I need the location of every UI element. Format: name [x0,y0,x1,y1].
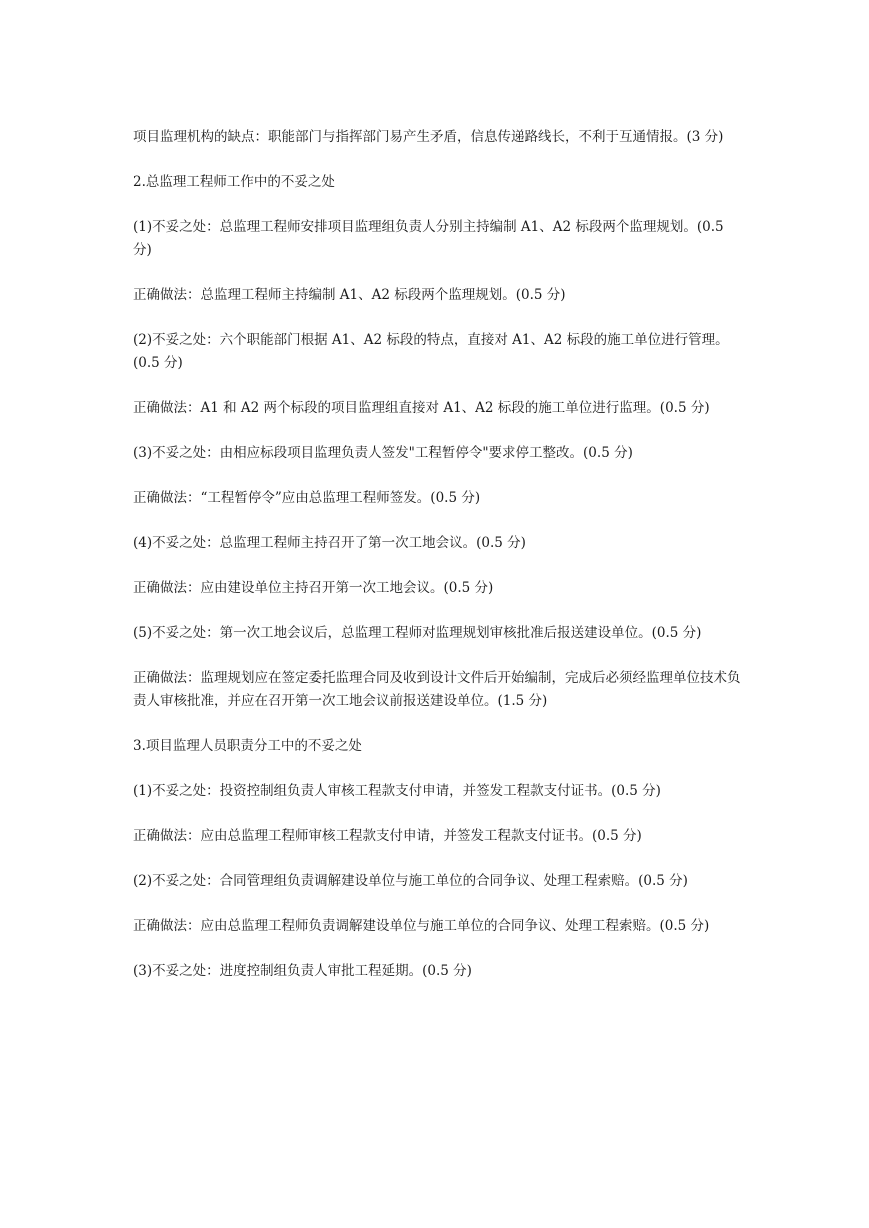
paragraph: 正确做法：A1 和 A2 两个标段的项目监理组直接对 A1、A2 标段的施工单位进行监理。(0.5 分) [133,400,710,416]
section-heading: 3.项目监理人员职责分工中的不妥之处 [133,738,362,754]
paragraph: (5)不妥之处：第一次工地会议后，总监理工程师对监理规划审核批准后报送建设单位。(0.5 分) [133,625,702,641]
paragraph: 正确做法：“工程暂停令”应由总监理工程师签发。(0.5 分) [133,490,481,506]
section-heading: 2.总监理工程师工作中的不妥之处 [133,174,335,190]
paragraph: (3)不妥之处：由相应标段项目监理负责人签发"工程暂停令"要求停工整改。(0.5 分) [133,445,633,461]
paragraph: (1)不妥之处：总监理工程师安排项目监理组负责人分别主持编制 A1、A2 标段两个监理规划。(0.5 分) [133,219,724,258]
paragraph: (4)不妥之处：总监理工程师主持召开了第一次工地会议。(0.5 分) [133,535,526,551]
paragraph: 正确做法：应由总监理工程师审核工程款支付申请，并签发工程款支付证书。(0.5 分) [133,828,642,844]
paragraph: (2)不妥之处：六个职能部门根据 A1、A2 标段的特点，直接对 A1、A2 标段的施工单位进行管理。(0.5 分) [133,332,729,371]
paragraph: 正确做法：应由建设单位主持召开第一次工地会议。(0.5 分) [133,580,494,596]
paragraph: 正确做法：应由总监理工程师负责调解建设单位与施工单位的合同争议、处理工程索赔。(0.5 分) [133,918,710,934]
paragraph: 项目监理机构的缺点：职能部门与指挥部门易产生矛盾，信息传递路线长，不利于互通情报。(3 分) [133,129,724,145]
paragraph: 正确做法：总监理工程师主持编制 A1、A2 标段两个监理规划。(0.5 分) [133,287,566,303]
document-body [133,126,741,1005]
paragraph: (2)不妥之处：合同管理组负责调解建设单位与施工单位的合同争议、处理工程索赔。(0.5 分) [133,873,688,889]
paragraph: (1)不妥之处：投资控制组负责人审核工程款支付申请，并签发工程款支付证书。(0.5 分) [133,783,661,799]
paragraph: (3)不妥之处：进度控制组负责人审批工程延期。(0.5 分) [133,963,472,979]
paragraph: 正确做法：监理规划应在签定委托监理合同及收到设计文件后开始编制，完成后必须经监理单位技术负责人审核批准，并应在召开第一次工地会议前报送建设单位。(1.5 分) [133,670,741,709]
